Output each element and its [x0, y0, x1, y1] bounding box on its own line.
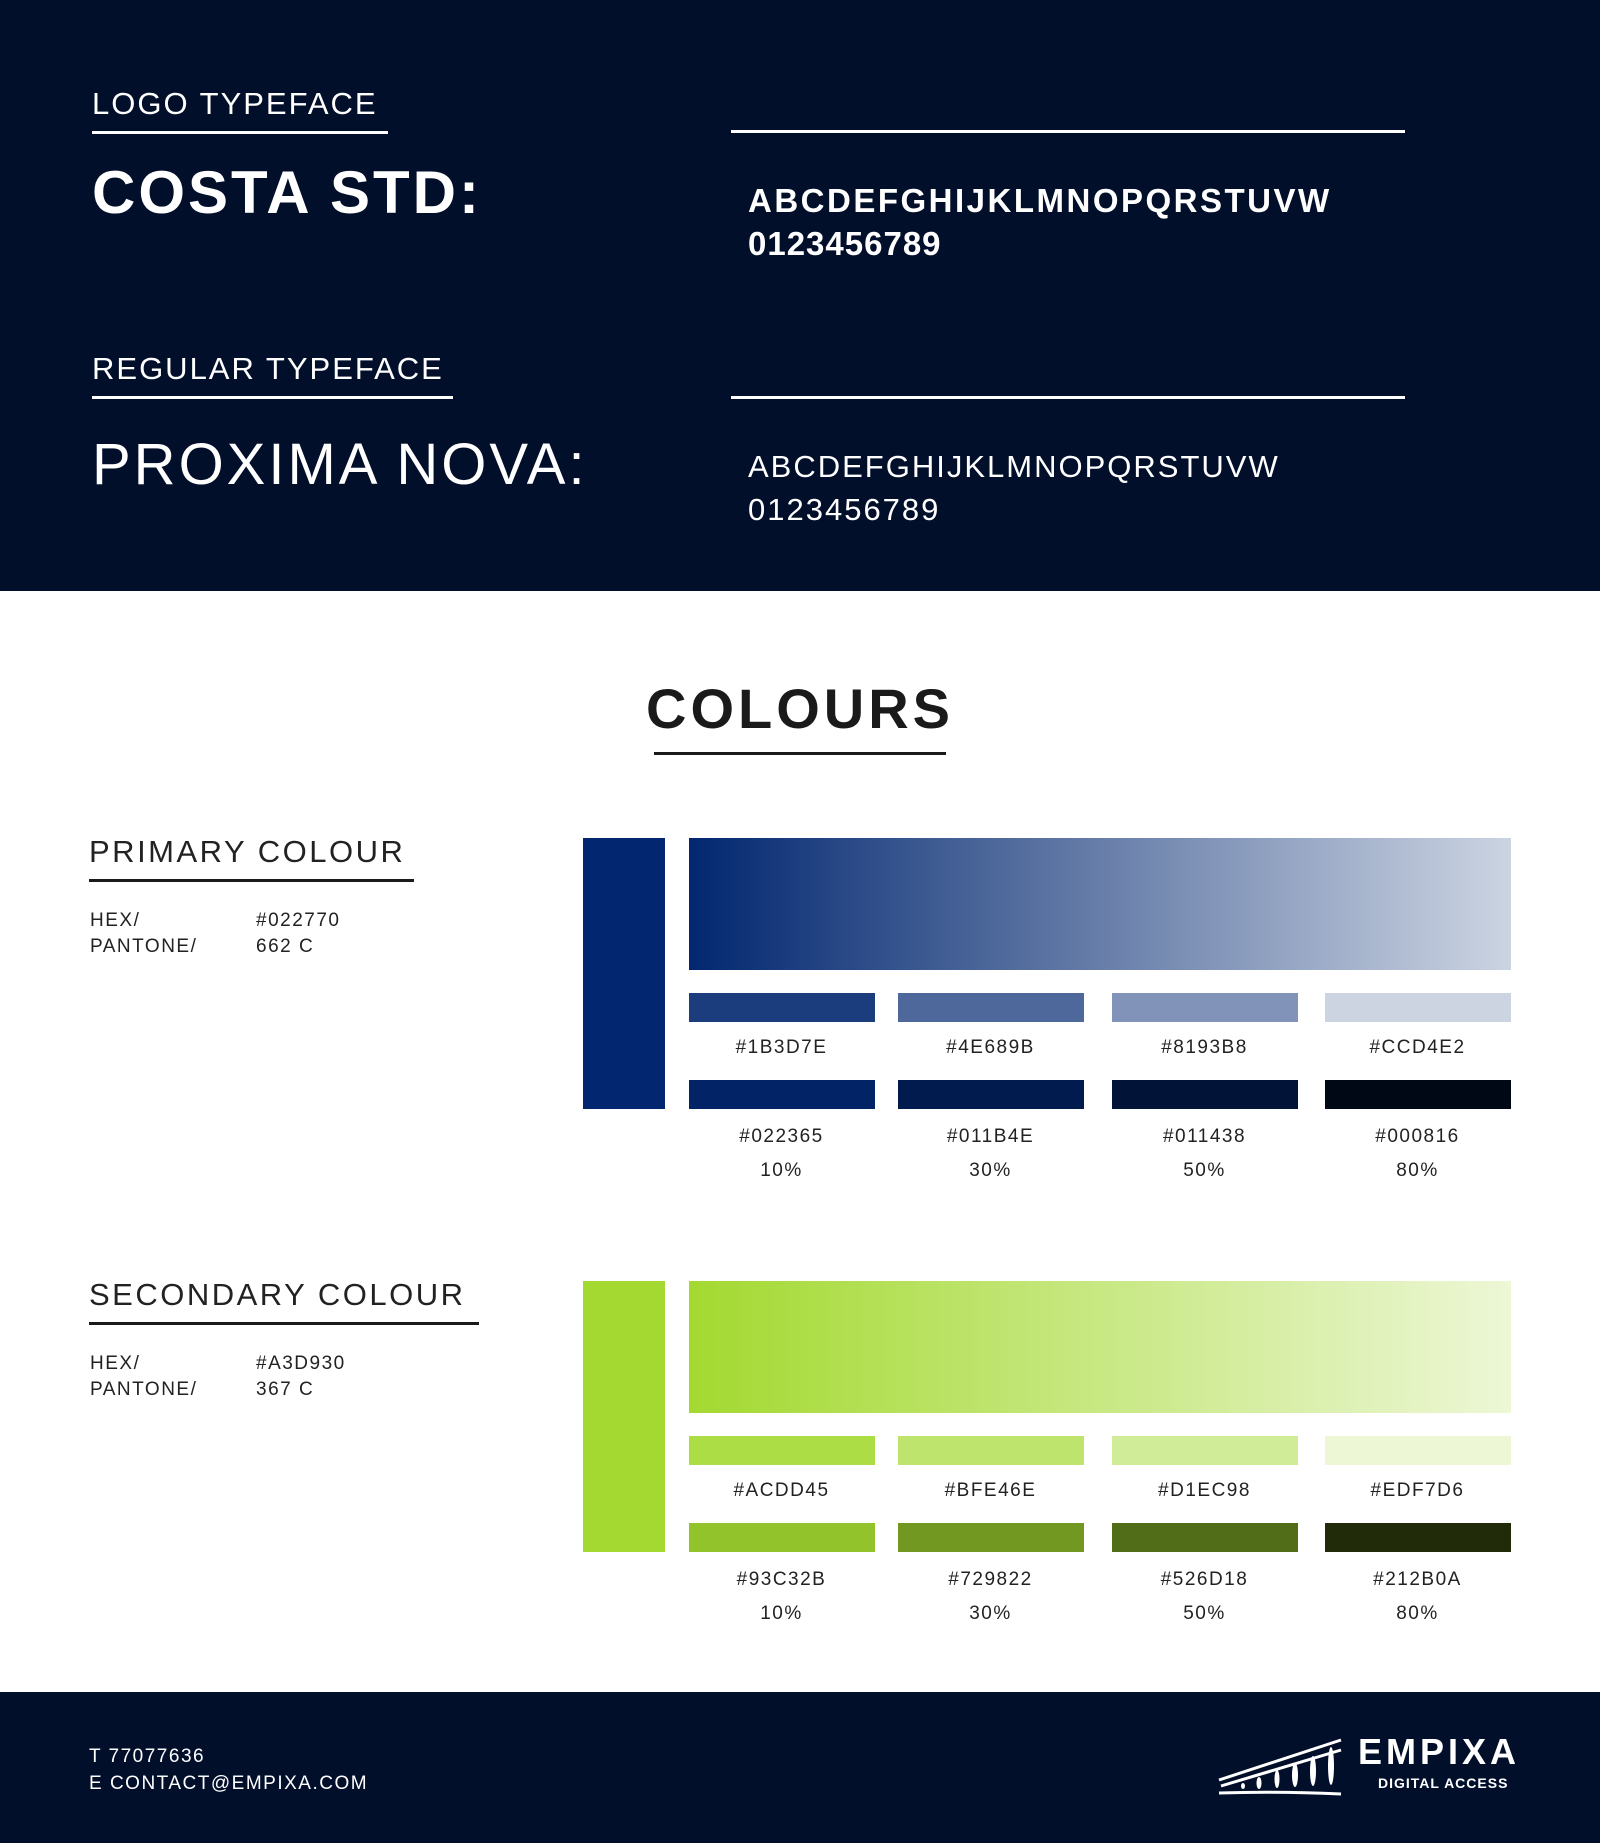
colour-gradient-bar — [689, 838, 1511, 970]
brand-name: EMPIXA — [1358, 1731, 1521, 1772]
palette-title: SECONDARY COLOUR — [89, 1277, 466, 1312]
regular-sample-divider — [731, 396, 1405, 399]
shade-percent: 10% — [760, 1160, 803, 1181]
tint-swatch — [898, 993, 1084, 1022]
logo-typeface-label: LOGO TYPEFACE — [92, 86, 378, 121]
logo-letters-sample: ABCDEFGHIJKLMNOPQRSTUVW — [748, 182, 1332, 219]
base-colour-swatch — [583, 1281, 665, 1552]
shade-hex: #022365 — [739, 1126, 824, 1147]
shade-percent: 80% — [1396, 1603, 1439, 1624]
shade-swatch — [689, 1080, 875, 1109]
brand-tagline: DIGITAL ACCESS — [1378, 1775, 1509, 1791]
shade-swatch — [1325, 1080, 1511, 1109]
shade-hex: #93C32B — [736, 1569, 827, 1590]
tint-swatch — [1325, 1436, 1511, 1465]
regular-typeface-label: REGULAR TYPEFACE — [92, 351, 444, 386]
colours-title-underline — [654, 752, 946, 755]
shade-percent: 30% — [969, 1160, 1012, 1181]
shade-percent: 30% — [969, 1603, 1012, 1624]
regular-typeface-underline — [92, 396, 453, 399]
empixa-logo-icon — [1217, 1736, 1343, 1798]
tint-hex: #8193B8 — [1161, 1037, 1248, 1058]
tint-hex: #EDF7D6 — [1370, 1480, 1465, 1501]
tint-swatch — [1112, 993, 1298, 1022]
shade-percent: 80% — [1396, 1160, 1439, 1181]
tint-hex: #ACDD45 — [733, 1480, 830, 1501]
tint-hex: #4E689B — [946, 1037, 1035, 1058]
hex-value: #022770 — [256, 910, 341, 931]
shade-hex: #526D18 — [1160, 1569, 1249, 1590]
regular-digits-sample: 0123456789 — [748, 492, 941, 527]
shade-swatch — [898, 1080, 1084, 1109]
shade-swatch — [1112, 1523, 1298, 1552]
shade-percent: 50% — [1183, 1160, 1226, 1181]
shade-swatch — [689, 1523, 875, 1552]
shade-percent: 10% — [760, 1603, 803, 1624]
tint-hex: #BFE46E — [944, 1480, 1037, 1501]
shade-swatch — [1112, 1080, 1298, 1109]
shade-hex: #011B4E — [946, 1126, 1035, 1147]
colours-title: COLOURS — [646, 677, 954, 740]
tint-swatch — [898, 1436, 1084, 1465]
tint-swatch — [1112, 1436, 1298, 1465]
footer-phone: T 77077636 — [89, 1746, 206, 1767]
tint-swatch — [689, 1436, 875, 1465]
logo-digits-sample: 0123456789 — [748, 225, 942, 262]
regular-typeface-name: PROXIMA NOVA: — [92, 432, 588, 497]
tint-swatch — [1325, 993, 1511, 1022]
palette-title-underline — [89, 879, 414, 882]
shade-hex: #212B0A — [1373, 1569, 1462, 1590]
hex-label: HEX/ — [90, 1353, 141, 1374]
logo-sample-divider — [731, 130, 1405, 133]
colour-gradient-bar — [689, 1281, 1511, 1413]
tint-hex: #1B3D7E — [735, 1037, 828, 1058]
hex-label: HEX/ — [90, 910, 141, 931]
shade-percent: 50% — [1183, 1603, 1226, 1624]
tint-swatch — [689, 993, 875, 1022]
shade-hex: #729822 — [948, 1569, 1033, 1590]
logo-typeface-underline — [92, 131, 388, 134]
regular-letters-sample: ABCDEFGHIJKLMNOPQRSTUVW — [748, 449, 1280, 484]
shade-hex: #000816 — [1375, 1126, 1460, 1147]
palette-title-underline — [89, 1322, 479, 1325]
typeface-section — [0, 0, 1600, 591]
shade-swatch — [898, 1523, 1084, 1552]
shade-hex: #011438 — [1162, 1126, 1247, 1147]
pantone-label: PANTONE/ — [90, 1379, 198, 1400]
pantone-label: PANTONE/ — [90, 936, 198, 957]
logo-typeface-name: COSTA STD: — [92, 159, 482, 226]
shade-swatch — [1325, 1523, 1511, 1552]
pantone-value: 662 C — [256, 936, 315, 957]
hex-value: #A3D930 — [256, 1353, 346, 1374]
pantone-value: 367 C — [256, 1379, 315, 1400]
palette-title: PRIMARY COLOUR — [89, 834, 406, 869]
tint-hex: #CCD4E2 — [1369, 1037, 1466, 1058]
tint-hex: #D1EC98 — [1158, 1480, 1251, 1501]
footer-email[interactable]: E CONTACT@EMPIXA.COM — [89, 1773, 369, 1794]
footer — [0, 1692, 1600, 1843]
base-colour-swatch — [583, 838, 665, 1109]
